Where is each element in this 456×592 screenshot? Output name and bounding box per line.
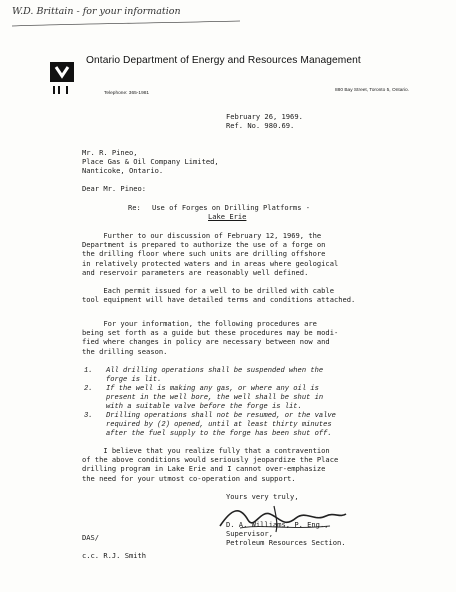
paragraph-line: I believe that you realize fully that a contravention	[82, 446, 330, 455]
procedure-number: 3.	[84, 412, 93, 420]
paragraph-3	[82, 319, 338, 356]
organization-name: Ontario Department of Energy and Resources Management	[86, 55, 361, 66]
paragraph-2	[82, 286, 355, 304]
paragraph-line: fied where changes in policy are necessary between now and	[82, 337, 330, 347]
procedure-line: required by (2) opened, until at least thirty minutes	[106, 421, 332, 429]
procedure-line: If the well is making any gas, or where any oil is	[106, 385, 319, 393]
paragraph-line: being set forth as a guide but these procedures may be modi-	[82, 328, 339, 338]
handwritten-note: W.D. Brittain - for your information	[12, 6, 181, 17]
subject-line-2: Lake Erie	[208, 212, 247, 221]
procedure-line: All drilling operations shall be suspended when the	[106, 367, 324, 375]
typist-initials: DAS/	[82, 533, 100, 542]
complimentary-close: Yours very truly,	[226, 492, 299, 501]
paragraph-line: Each permit issued for a well to be drilled with cable	[82, 286, 334, 295]
handwritten-underline	[8, 14, 248, 30]
procedure-line: forge is lit.	[106, 376, 162, 384]
recipient-name: Mr. R. Pineo,	[82, 148, 138, 157]
paragraph-line: the drilling season.	[82, 346, 168, 356]
paragraph-line: tool equipment will have detailed terms and conditions attached.	[82, 295, 356, 305]
department-logo	[48, 62, 76, 96]
letter-date: February 26, 1969.	[226, 112, 303, 121]
carbon-copy: c.c. R.J. Smith	[82, 551, 147, 560]
procedure-line: after the fuel supply to the forge has been shut off.	[106, 430, 332, 438]
salutation: Dear Mr. Pineo:	[82, 184, 147, 193]
signatory-title: Supervisor,	[226, 529, 273, 538]
paragraph-line: For your information, the following procedures are	[82, 319, 317, 328]
subject-prefix: Re:	[128, 203, 141, 212]
procedure-line: present in the well bore, the well shall be shut in	[106, 394, 324, 402]
reference-number: Ref. No. 980.69.	[226, 121, 295, 130]
subject-line-1: Use of Forges on Drilling Platforms -	[152, 203, 311, 212]
paragraph-1	[82, 231, 338, 277]
signatory-name: D. A. Williams, P. Eng.,	[226, 520, 329, 529]
recipient-company: Place Gas & Oil Company Limited,	[82, 157, 219, 166]
procedure-number: 2.	[84, 385, 93, 393]
paragraph-line: Department is prepared to authorize the use of a forge on	[82, 240, 326, 250]
closing-paragraph	[82, 446, 338, 483]
paragraph-line: the drilling floor where such units are drilling offshore	[82, 249, 326, 259]
procedure-number: 1.	[84, 367, 93, 375]
recipient-location: Nanticoke, Ontario.	[82, 166, 164, 175]
procedure-line: with a suitable valve before the forge is lit.	[106, 403, 302, 411]
address: 880 Bay Street, Toronto 5, Ontario.	[335, 88, 410, 93]
paragraph-line: the need for your utmost co-operation and support.	[82, 473, 296, 483]
paragraph-line: drilling program in Lake Erie and I cannot over-emphasize	[82, 464, 326, 474]
procedure-line: Drilling operations shall not be resumed, or the valve	[106, 412, 336, 420]
telephone: Telephone: 365-1981	[104, 91, 150, 96]
signatory-department: Petroleum Resources Section.	[226, 538, 346, 547]
paragraph-line: Further to our discussion of February 12, 1969, the	[82, 231, 322, 240]
paragraph-line: and reservoir parameters are reasonably well defined.	[82, 267, 309, 277]
paragraph-line: of the above conditions would seriously jeopardize the Place	[82, 455, 339, 465]
paragraph-line: in relatively protected waters and in areas where geological	[82, 258, 339, 268]
